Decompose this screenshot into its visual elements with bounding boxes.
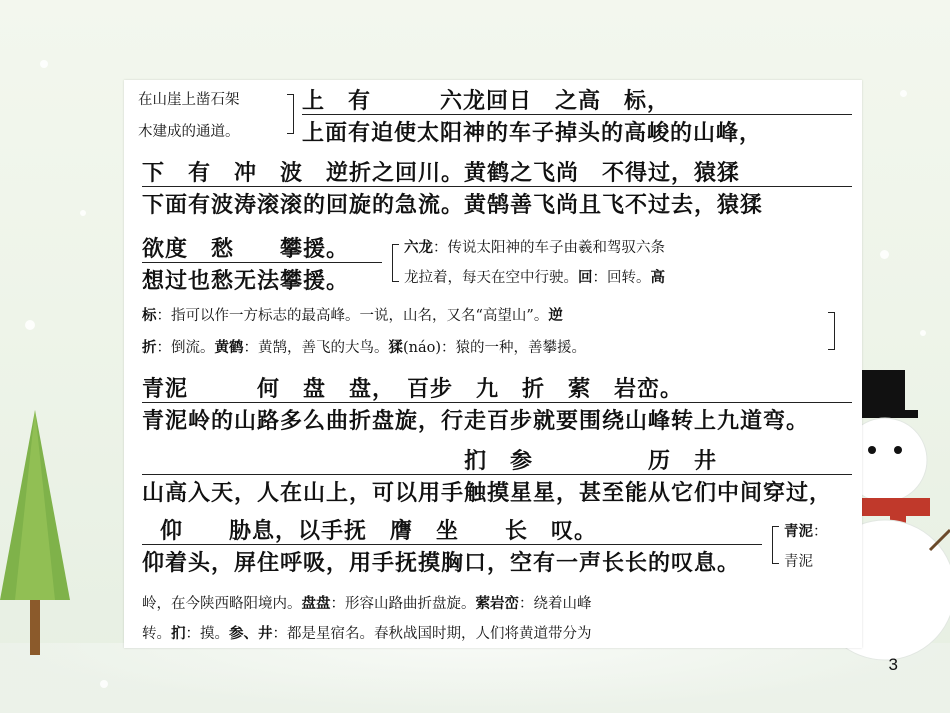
annotation-term: 折	[142, 339, 157, 356]
annotation-term: 回	[578, 269, 593, 286]
annotation-text: 岭，在今陕西略阳境内。	[142, 596, 302, 612]
annotation-text: ：都是星宿名。春秋战国时期，人们将黄道带分为	[272, 626, 592, 642]
note-bracket	[772, 526, 779, 564]
annotation-text: ：黄鹄，善飞的大鸟。	[243, 340, 389, 356]
original-line-1: 上 有 六龙回日 之高 标，	[302, 88, 671, 114]
snowflake	[880, 250, 889, 259]
underline	[142, 474, 852, 475]
annotation-term: 萦岩峦	[475, 595, 519, 612]
snowflake	[25, 320, 35, 330]
annotation-text: ：倒流。	[156, 340, 215, 356]
underline	[142, 262, 382, 263]
annotation-term: 青泥	[784, 523, 813, 540]
annotation-line-1	[404, 236, 862, 257]
annotation-text: ：绕着山峰	[519, 596, 592, 612]
underline	[142, 186, 852, 187]
annotation-line-3	[142, 304, 862, 325]
annotation-text: (náo)：猿的一种，善攀援。	[403, 340, 587, 356]
original-line-5: 扪 参 历 井	[464, 448, 718, 474]
translation-line-1: 上面有迫使太阳神的车子掉头的高峻的山峰，	[302, 120, 763, 146]
snowflake	[920, 330, 926, 336]
snow-ground	[0, 643, 950, 713]
annotation-text: 转。	[142, 626, 171, 642]
annotation-text: ：摸。	[185, 626, 229, 642]
snowflake	[900, 90, 907, 97]
annotation-text: ：回转。	[592, 270, 651, 286]
annotation-line-5	[784, 520, 862, 541]
snowflake	[80, 210, 86, 216]
translation-line-5: 山高入天，人在山上，可以用手触摸星星，甚至能从它们中间穿过，	[142, 480, 833, 506]
original-line-6: 仰 胁息，以手抚 膺 坐 长 叹。	[160, 518, 598, 544]
annotation-term: 逆	[548, 307, 563, 324]
annotation-term: 标	[142, 307, 157, 324]
annotation-text: 龙拉着，每天在空中行驶。	[404, 270, 578, 286]
annotation-text: ：传说太阳神的车子由羲和驾驭六条	[433, 240, 665, 256]
translation-line-6: 仰着头，屏住呼吸，用手抚摸胸口，空有一声长长的叹息。	[142, 550, 741, 576]
side-note-line-2: 木建成的通道。	[138, 124, 240, 140]
annotation-term: 参、井	[229, 625, 273, 642]
underline	[142, 544, 762, 545]
christmas-tree-decoration	[0, 400, 70, 660]
translation-line-2: 下面有波涛滚滚的回旋的急流。黄鹄善飞尚且飞不过去，猿猱	[142, 192, 764, 218]
original-line-3: 欲度 愁 攀援。	[142, 236, 350, 262]
page-number: 3	[888, 655, 898, 674]
annotation-term: 扪	[171, 625, 186, 642]
annotation-line-4	[142, 336, 862, 357]
snowflake	[100, 680, 108, 688]
side-note-bracket	[287, 94, 294, 134]
original-line-2: 下 有 冲 波 逆折之回川。黄鹤之飞尚 不得过，猿猱	[142, 160, 741, 186]
original-line-4: 青泥 何 盘 盘， 百步 九 折 萦 岩峦。	[142, 376, 684, 402]
translation-line-3: 想过也愁无法攀援。	[142, 268, 350, 294]
annotation-term: 猱	[388, 339, 403, 356]
translation-line-4: 青泥岭的山路多么曲折盘旋，行走百步就要围绕山峰转上九道弯。	[142, 408, 810, 434]
note-bracket	[392, 244, 399, 282]
annotation-text: ：形容山路曲折盘旋。	[330, 596, 476, 612]
underline	[142, 402, 852, 403]
annotation-line-6: 青泥	[784, 554, 813, 570]
document-panel	[124, 80, 862, 648]
annotation-term: 高	[650, 269, 665, 286]
annotation-term: 黄鹤	[214, 339, 244, 356]
annotation-term: 六龙	[404, 239, 433, 256]
annotation-text: ：指可以作一方标志的最高峰。一说，山名，又名“高望山”。	[156, 308, 549, 324]
snowflake	[40, 60, 48, 68]
annotation-line-8	[142, 622, 862, 643]
underline	[302, 114, 852, 115]
annotation-term: 盘盘	[301, 595, 331, 612]
side-note-line-1: 在山崖上凿石架	[138, 92, 240, 108]
annotation-text: ：	[813, 524, 828, 540]
annotation-line-7	[142, 592, 862, 613]
annotation-line-2	[404, 266, 862, 287]
